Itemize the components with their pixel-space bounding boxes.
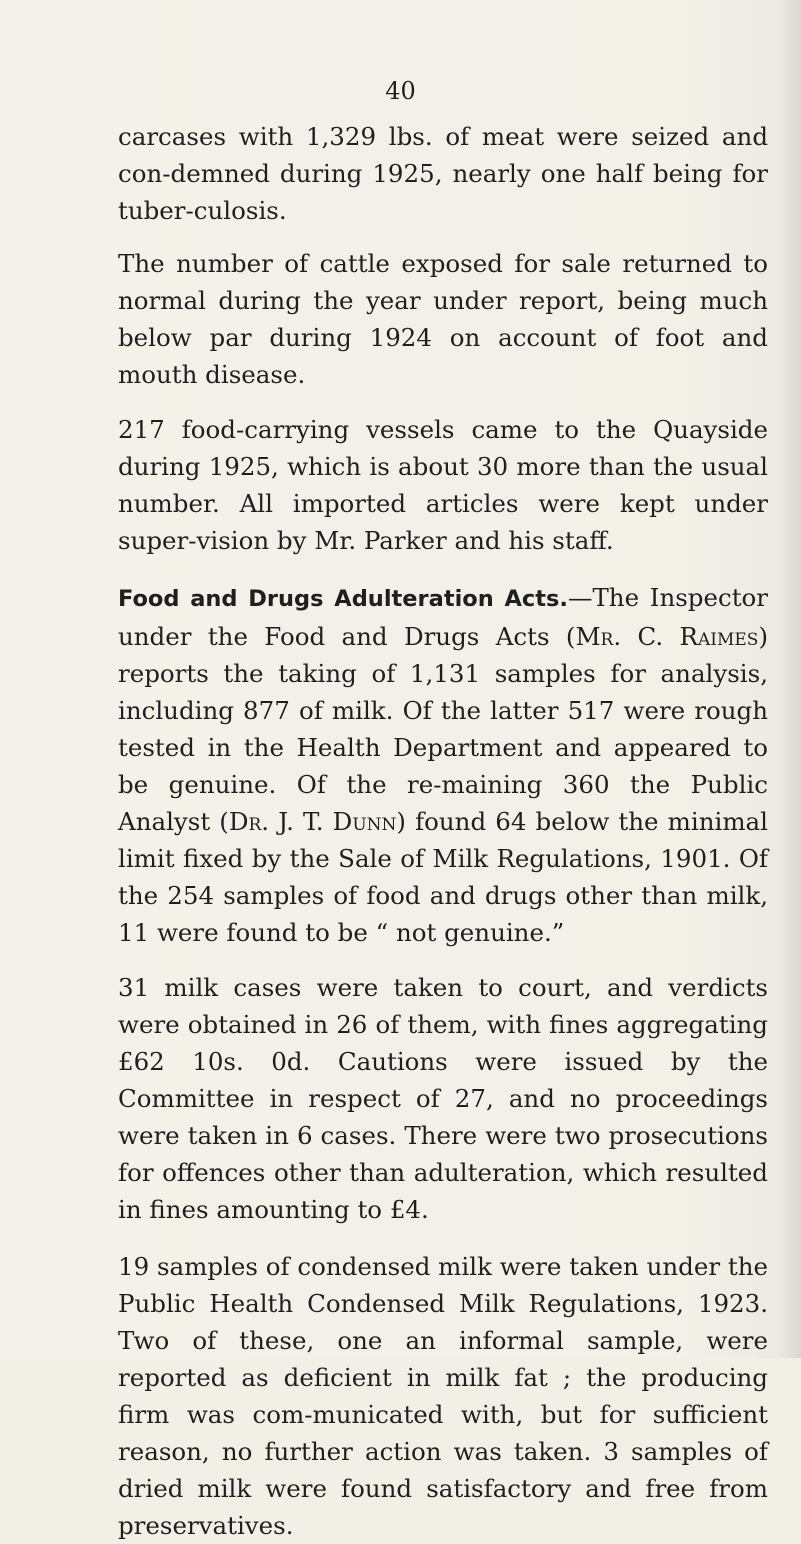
body-text [118,118,768,1544]
paragraph-food-vessels: 217 food-carrying vessels came to the Quayside during 1925, which is about 30 more than the usual number. All imported articles were kept under super-vision by Mr. Parker and his staff. [118,415,768,555]
paragraph-text: ) reports the taking of 1,131 samples for analysis, including 877 of milk. Of the latter 517 were rough tested in the Health Department and appeared to be genuine. Of the re-maining 360 the Public Analyst ( [118,622,768,836]
paragraph-text: —The Inspector under the Food and Drugs Acts ( [118,583,769,651]
paragraph-milk-cases: 31 milk cases were taken to court, and verdicts were obtained in 26 of them, with fines aggregating £62 10s. 0d. Cautions were issued by the Committee in respect of 27, and no proceedings were taken in 6 cases. There were two prosecutions for offences other than adulteration, which resulted in fines amounting to £4. [118,973,768,1224]
paragraph-cattle-numbers: The number of cattle exposed for sale returned to normal during the year under report, being much below par during 1924 on account of foot and mouth disease. [118,249,768,389]
section-heading: Food and Drugs Adulteration Acts. [118,586,568,612]
inspector-name: Mr. C. Raimes [575,622,759,651]
page-number: 40 [385,77,416,105]
paragraph-meat-seizures: carcases with 1,329 lbs. of meat were seized and con-demned during 1925, nearly one half being for tuber-culosis. [118,122,768,225]
analyst-name: Dr. J. T. Dunn [228,807,397,836]
paragraph-food-drugs-acts [118,579,768,951]
paragraph-text: ) found 64 below the minimal limit fixed by the Sale of Milk Regulations, 1901. Of the 254 samples of food and drugs other than milk, 11 were found to be “ not genuine.” [118,807,768,947]
paragraph-condensed-milk: 19 samples of condensed milk were taken under the Public Health Condensed Milk Regulations, 1923. Two of these, one an informal sample, were reported as deficient in milk fat ; the producing firm was com-municated with, but for sufficient reason, no further action was taken. 3 samples of dried milk were found satisfactory and free from preservatives. [118,1252,768,1540]
